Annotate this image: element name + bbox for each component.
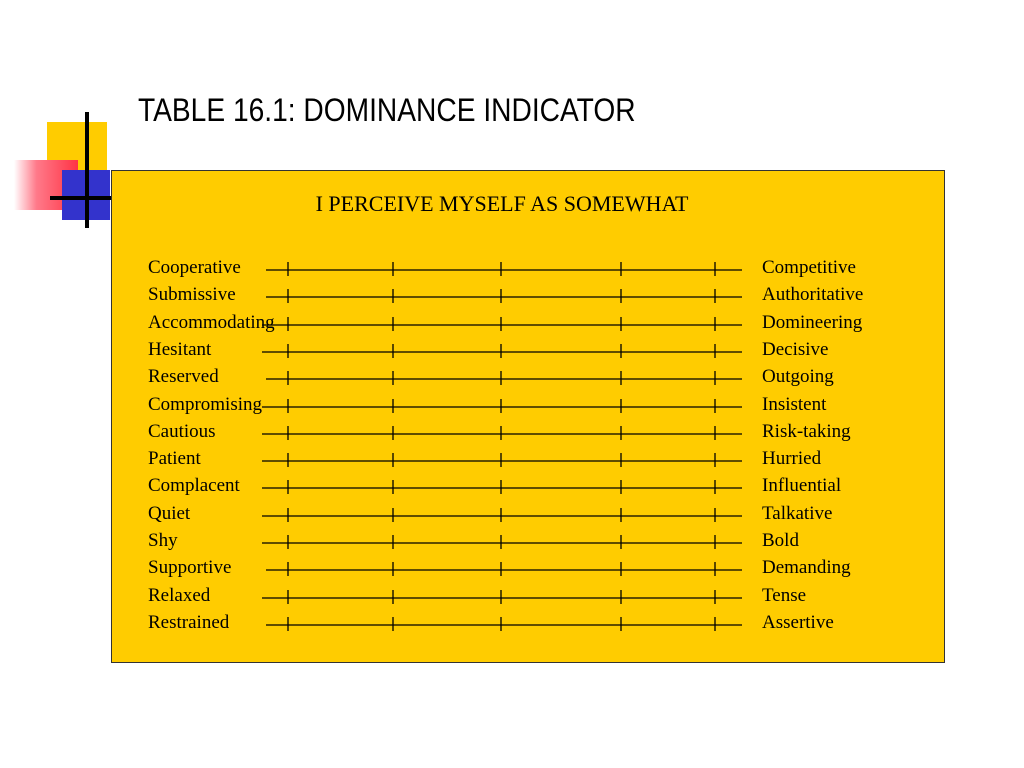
rating-scale [262, 393, 748, 417]
rating-scale-graphic [262, 256, 748, 280]
rating-scale [262, 256, 748, 280]
left-trait-label: Patient [148, 448, 201, 470]
scale-row [112, 283, 944, 310]
scale-row [112, 256, 944, 283]
scale-row [112, 365, 944, 392]
left-trait-label: Compromising [148, 393, 263, 415]
rating-scale [262, 311, 748, 335]
rating-scale [262, 611, 748, 635]
rating-scale-graphic [262, 474, 748, 498]
rating-scale [262, 283, 748, 307]
left-trait-label: Restrained [148, 611, 230, 633]
right-trait-label: Influential [762, 475, 842, 497]
rating-scale-graphic [262, 584, 748, 608]
rating-scale [262, 420, 748, 444]
scale-row [112, 611, 944, 638]
rating-scale [262, 338, 748, 362]
panel-heading: I PERCEIVE MYSELF AS SOMEWHAT [315, 191, 689, 216]
right-trait-label: Talkative [762, 502, 833, 524]
rating-scale [262, 502, 748, 526]
rating-scale [262, 529, 748, 553]
rating-scale-graphic [262, 338, 748, 362]
dominance-panel [111, 170, 945, 663]
scale-row [112, 420, 944, 447]
scale-row [112, 502, 944, 529]
rating-scale [262, 365, 748, 389]
rating-scale-graphic [262, 311, 748, 335]
right-trait-label: Demanding [762, 557, 851, 579]
scale-row [112, 474, 944, 501]
scale-row [112, 529, 944, 556]
scale-row [112, 393, 944, 420]
left-trait-label: Hesitant [148, 338, 212, 360]
left-trait-label: Cautious [148, 420, 216, 442]
right-trait-label: Domineering [762, 311, 863, 333]
left-trait-label: Submissive [148, 284, 236, 306]
rating-scale-graphic [262, 529, 748, 553]
right-trait-label: Decisive [762, 338, 829, 360]
scale-row [112, 311, 944, 338]
rating-scale-graphic [262, 447, 748, 471]
rating-scale-graphic [262, 556, 748, 580]
right-trait-label: Outgoing [762, 366, 834, 388]
right-trait-label: Insistent [762, 393, 827, 415]
left-trait-label: Cooperative [148, 257, 241, 278]
rating-scale [262, 474, 748, 498]
right-trait-label: Authoritative [762, 284, 864, 306]
scale-row [112, 584, 944, 611]
decor-vertical-line [85, 112, 89, 228]
scale-row [112, 338, 944, 365]
rating-scale-graphic [262, 365, 748, 389]
rating-scale-graphic [262, 611, 748, 635]
rating-scale [262, 447, 748, 471]
scale-row [112, 556, 944, 583]
decor-horizontal-line [50, 196, 112, 200]
left-trait-label: Quiet [148, 502, 191, 524]
right-trait-label: Bold [762, 530, 799, 551]
left-trait-label: Shy [148, 530, 178, 551]
left-trait-label: Complacent [148, 475, 240, 497]
right-trait-label: Assertive [762, 611, 834, 633]
right-trait-label: Tense [762, 584, 807, 606]
left-trait-label: Supportive [148, 557, 232, 579]
rating-scale [262, 584, 748, 608]
rating-scale [262, 556, 748, 580]
left-trait-label: Relaxed [148, 584, 211, 606]
left-trait-label: Reserved [148, 366, 219, 388]
rating-scale-graphic [262, 393, 748, 417]
scale-row [112, 447, 944, 474]
right-trait-label: Hurried [762, 448, 822, 470]
rating-scale-graphic [262, 283, 748, 307]
rating-scale-graphic [262, 502, 748, 526]
rating-scale-graphic [262, 420, 748, 444]
slide-title: TABLE 16.1: DOMINANCE INDICATOR [138, 92, 636, 128]
left-trait-label: Accommodating [148, 311, 275, 333]
right-trait-label: Risk-taking [762, 420, 851, 442]
right-trait-label: Competitive [762, 257, 856, 278]
